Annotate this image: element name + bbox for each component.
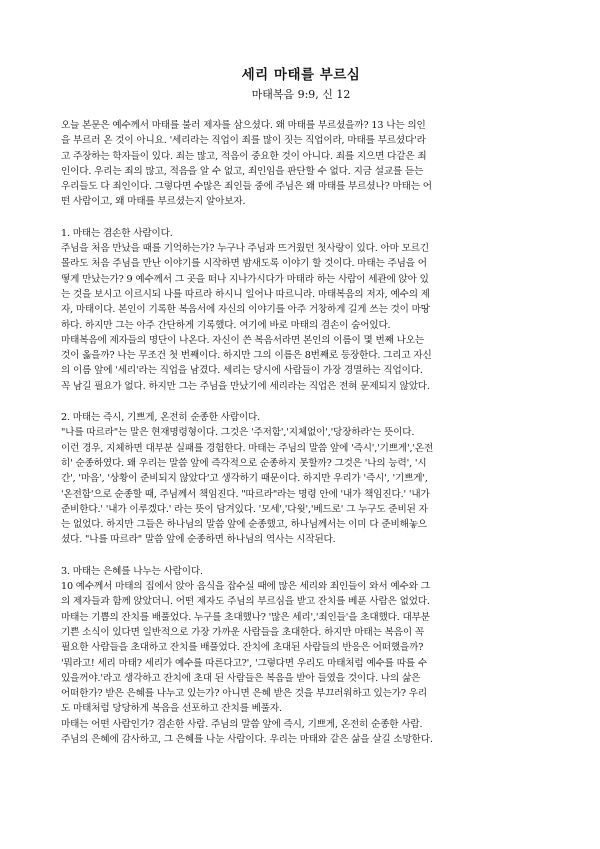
text-line: 인이다. 우리는 죄의 많고, 적음을 알 수 없고, 죄인임을 판단할 수 없다. 지금 설교를 듣는 [61, 165, 424, 177]
text-line: 자, 마태이다. 본인이 기록한 복음서에 자신의 이야기를 아주 거창하게 길게 쓰는 것이 마땅 [61, 304, 430, 316]
text-line: 기쁜 소식이 있다면 일반적으로 가장 가까운 사람들을 초대한다. 하지만 마태는 복음이 꼭 [61, 626, 425, 638]
text-line: 도 마태처럼 당당하게 복음을 선포하고 잔치를 베풀자. [61, 703, 282, 715]
text-line: '온전함'으로 순종할 때, 주님께서 책임진다. "따르라"라는 명령 안에 '내가 책임진다.' '내가 [61, 488, 430, 500]
document-page [61, 66, 541, 747]
text-line: 있을꺼야.'라고 생각하고 잔치에 초대 된 사람들은 복음을 받아 들였을 것이다. 나의 삶은 [61, 672, 421, 684]
section-heading: 3. 마태는 은혜를 나누는 사람이다. [61, 565, 203, 577]
document-body [61, 118, 541, 747]
text-line: 우리들도 다 죄인이다. 그렇다면 수많은 죄인들 중에 주님은 왜 마태를 부르셨나? 마태는 어 [61, 181, 432, 193]
text-line: 의 이름 앞에 '세리'라는 직업을 남겼다. 세리는 당시에 사람들이 가장 경멸하는 직업이다. [61, 365, 423, 377]
text-line: 을 부르러 온 것이 아니요. '세리라는 직업이 죄를 많이 짓는 직업이라, 마태를 부르셨다'라 [61, 135, 426, 147]
text-line: 는 없었다. 하지만 그들은 하나님의 말씀 앞에 순종했고, 하나님께서는 이미 다 준비해놓으 [61, 519, 427, 531]
text-line: 이런 경우, 지체하면 대부분 실패를 경험한다. 마태는 주님의 말씀 앞에 '즉시','기쁘게','온전 [61, 442, 434, 454]
text-line: 고 주장하는 학자들이 있다. 죄는 많고, 적음이 중요한 것이 아니다. 죄를 지으면 다같은 죄 [61, 150, 427, 162]
text-line: 떻게 만났는가? 9 예수께서 그 곳을 떠나 지나가시다가 마태라 하는 사람이 세관에 앉아 있 [61, 273, 429, 285]
section-heading: 2. 마태는 즉시, 기쁘게, 온전히 순종한 사람이다. [61, 412, 261, 424]
text-line: "나를 따르라"는 말은 현재명령형이다. 그것은 '주저함','지체없이','당장하라'는 뜻이다. [61, 427, 415, 439]
text-line: 꼭 남길 필요가 없다. 하지만 그는 주님을 만났기에 세리라는 직업은 전혀 문제되지 않았다. [61, 380, 430, 392]
section-1 [61, 226, 541, 394]
text-line: 몰라도 처음 주님을 만난 이야기를 시작하면 밤새도록 이야기 할 것이다. 마태는 주님을 어 [61, 258, 427, 270]
section-heading: 1. 마태는 겸손한 사람이다. [61, 227, 173, 239]
text-line: 히' 순종하였다. 왜 우리는 말씀 앞에 즉각적으로 순종하지 못할까? 그것은 '나의 능력', '시 [61, 457, 427, 469]
scripture-reference: 마태복음 9:9, 신 12 [251, 88, 351, 101]
section-3 [61, 564, 541, 748]
text-line: '뭐라고! 세리 마태? 세리가 예수를 따른다고?', '그렇다면 우리도 마태처럼 예수를 따를 수 [61, 657, 427, 669]
intro-paragraph [61, 118, 541, 210]
section-spacer [61, 394, 541, 410]
section-spacer [61, 548, 541, 564]
text-line: 간', '마음', '상황이 준비되지 않았다'고 생각하기 때문이다. 하지만 우리가 '즉시', '기쁘게', [61, 473, 428, 485]
text-line: 셨다. "나를 따르라" 말씀 앞에 순종하면 하나님의 역사는 시작된다. [61, 534, 336, 546]
text-line: 하다. 하지만 그는 아주 간단하게 기록했다. 여기에 바로 마태의 겸손이 숨어있다. [61, 319, 391, 331]
text-line: 준비한다.' '내가 이루겠다.' 라는 뜻이 담겨있다. '모세','다윗','베드로' 그 누구도 준비된 자 [61, 503, 428, 515]
section-spacer [61, 210, 541, 226]
text-line: 의 제자들과 함께 앉았더니. 어떤 제자도 주님의 부르심을 받고 잔치를 베푼 사람은 없었다. [61, 596, 430, 608]
text-line: 마태는 어떤 사람인가? 겸손한 사람. 주님의 말씀 앞에 즉시, 기쁘게, 온전히 순종한 사람. [61, 718, 423, 730]
page-title: 세리 마태를 부르심 [241, 67, 361, 83]
text-line: 는 것을 보시고 이르시되 나를 따르라 하시니 일어나 따르니라. 마태복음의 저자, 예수의 제 [61, 288, 430, 300]
text-line: 떤 사람이고, 왜 마태를 부르셨는지 알아보자. [61, 196, 246, 208]
text-line: 필요한 사람들을 초대하고 잔치를 배풀었다. 잔치에 초대된 사람들의 반응은 어떠했을까? [61, 642, 424, 654]
text-line: 주님의 은혜에 감사하고, 그 은혜를 나눈 사람이다. 우리는 마태와 같은 삶을 살길 소망한다. [61, 733, 433, 745]
text-line: 마태는 기쁨의 잔치를 배풀었다. 누구를 초대했나? '많은 세리','죄인들'을 초대했다. 대부분 [61, 611, 430, 623]
text-line: 것이 옳을까? 나는 무조건 첫 번째이다. 하지만 그의 이름은 8번째로 등장한다. 그리고 자신 [61, 350, 432, 362]
text-line: 10 예수께서 마태의 집에서 앉아 음식을 잡수실 때에 많은 세리와 죄인들이 와서 예수와 그 [61, 581, 430, 593]
text-line: 마태복음에 제자들의 명단이 나온다. 자신이 쓴 복음서라면 본인의 이름이 몇 번째 나오는 [61, 334, 425, 346]
text-line: 오늘 본문은 예수께서 마태를 불러 제자를 삼으셨다. 왜 마태를 부르셨을까? 13 나는 의인 [61, 120, 426, 131]
section-2 [61, 410, 541, 548]
text-line: 주님을 처음 만났을 때를 기억하는가? 누구나 주님과 뜨거웠던 첫사랑이 있다. 아마 모르긴 [61, 243, 430, 255]
text-line: 어떠한가? 받은 은혜를 나누고 있는가? 아니면 은혜 받은 것을 부끄러워하고 있는가? 우리 [61, 688, 427, 700]
